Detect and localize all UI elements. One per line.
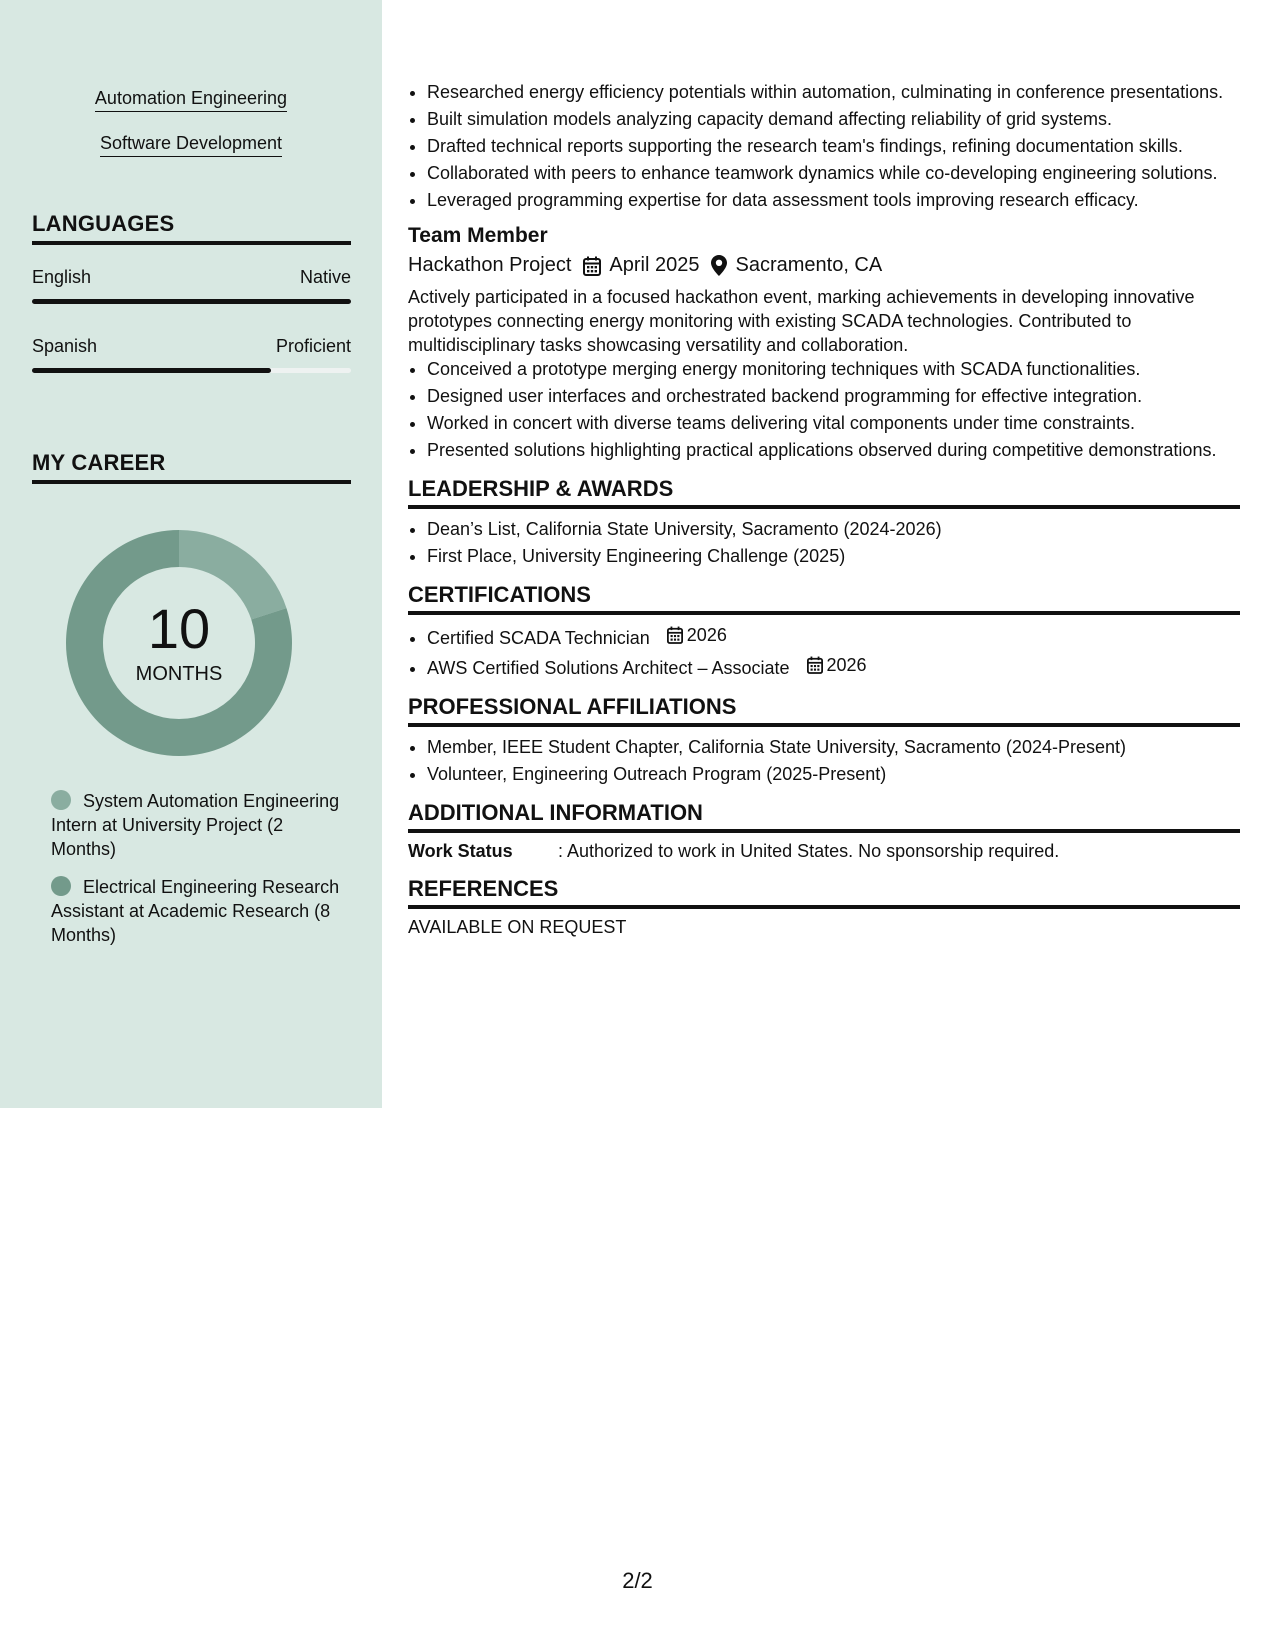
skill-link-software[interactable]: Software Development	[0, 133, 382, 154]
list-item: • Leveraged programming expertise for data assessment tools improving research efficacy.	[427, 188, 1240, 212]
page-number: 2/2	[622, 1568, 653, 1593]
language-row	[32, 336, 351, 357]
research-bullets	[408, 80, 1240, 212]
list-item: • First Place, University Engineering Challenge (2025)	[427, 544, 1240, 568]
location-pin-icon	[711, 255, 727, 276]
certification-year: 2026	[686, 625, 727, 645]
job-organization: Hackathon Project	[408, 254, 572, 276]
list-item: • Conceived a prototype merging energy monitoring techniques with SCADA functionalities.	[427, 357, 1240, 381]
list-item	[427, 623, 1240, 650]
language-row	[32, 267, 351, 288]
career-total-number: 10	[147, 597, 211, 660]
list-item: • Member, IEEE Student Chapter, California State University, Sacramento (2024-Present)	[427, 735, 1240, 759]
job-bullets	[408, 357, 1240, 462]
language-bar-fill	[32, 299, 351, 304]
list-item	[427, 653, 1240, 680]
career-legend-label: System Automation Engineering Intern at University Project (2 Months)	[51, 791, 340, 859]
language-name: English	[32, 267, 92, 287]
job-description: Actively participated in a focused hackathon event, marking achievements in developing innovative prototypes connecting energy monitoring with existing SCADA technologies. Contributed to multidisciplinary tasks showcasing versatility and collaboration.	[408, 287, 1195, 355]
references-text: AVAILABLE ON REQUEST	[408, 917, 627, 937]
leadership-list	[408, 517, 1240, 568]
list-item: • Collaborated with peers to enhance teamwork dynamics while co-developing engineering solutions.	[427, 161, 1240, 185]
affiliations-list	[408, 735, 1240, 786]
list-item: • Designed user interfaces and orchestrated backend programming for effective integration.	[427, 384, 1240, 408]
legend-dot	[51, 790, 71, 810]
list-item: • Presented solutions highlighting practical applications observed during competitive demonstrations.	[427, 438, 1240, 462]
additional-info-heading: ADDITIONAL INFORMATION	[408, 800, 1240, 833]
list-item: • Dean’s List, California State University, Sacramento (2024-2026)	[427, 517, 1240, 541]
work-status-label: Work Status	[408, 841, 513, 861]
list-item: • Worked in concert with diverse teams delivering vital components under time constraints.	[427, 411, 1240, 435]
leadership-heading: LEADERSHIP & AWARDS	[408, 476, 1240, 509]
language-level: Native	[299, 267, 351, 287]
career-total-unit: MONTHS	[135, 663, 223, 685]
affiliations-heading: PROFESSIONAL AFFILIATIONS	[408, 694, 1240, 727]
language-bar-spanish	[32, 368, 351, 373]
work-status-row	[408, 841, 1240, 862]
career-legend-item	[51, 875, 341, 947]
list-item: • Built simulation models analyzing capacity demand affecting reliability of grid systems.	[427, 107, 1240, 131]
language-bar-english	[32, 299, 351, 304]
career-legend-label: Electrical Engineering Research Assistant at Academic Research (8 Months)	[51, 877, 340, 945]
work-status-value: : Authorized to work in United States. No sponsorship required.	[558, 841, 1060, 861]
job-location: Sacramento, CA	[735, 254, 883, 276]
list-item: • Volunteer, Engineering Outreach Program (2025-Present)	[427, 762, 1240, 786]
calendar-icon	[807, 656, 823, 674]
list-item: • Researched energy efficiency potentials within automation, culminating in conference presentations.	[427, 80, 1240, 104]
certification-name: Certified SCADA Technician	[427, 628, 650, 648]
languages-heading: LANGUAGES	[32, 211, 351, 245]
job-date: April 2025	[609, 254, 700, 276]
language-name: Spanish	[32, 336, 98, 356]
certification-year: 2026	[826, 655, 867, 675]
certification-name: AWS Certified Solutions Architect – Associate	[427, 658, 790, 678]
references-heading: REFERENCES	[408, 876, 1240, 909]
certifications-list	[408, 623, 1240, 680]
career-heading: MY CAREER	[32, 450, 351, 484]
sidebar	[0, 0, 382, 1108]
legend-dot	[51, 876, 71, 896]
calendar-icon	[667, 626, 683, 644]
calendar-icon	[583, 256, 601, 276]
certifications-heading: CERTIFICATIONS	[408, 582, 1240, 615]
list-item: • Drafted technical reports supporting the research team's findings, refining documentation skills.	[427, 134, 1240, 158]
job-meta	[408, 254, 1240, 277]
career-donut-chart	[66, 530, 292, 756]
main-content	[408, 80, 1240, 938]
career-legend-item	[51, 789, 341, 861]
language-level: Proficient	[275, 336, 351, 356]
language-bar-fill	[32, 368, 271, 373]
skill-link-automation[interactable]: Automation Engineering	[0, 88, 382, 109]
job-title: Team Member	[408, 224, 548, 247]
